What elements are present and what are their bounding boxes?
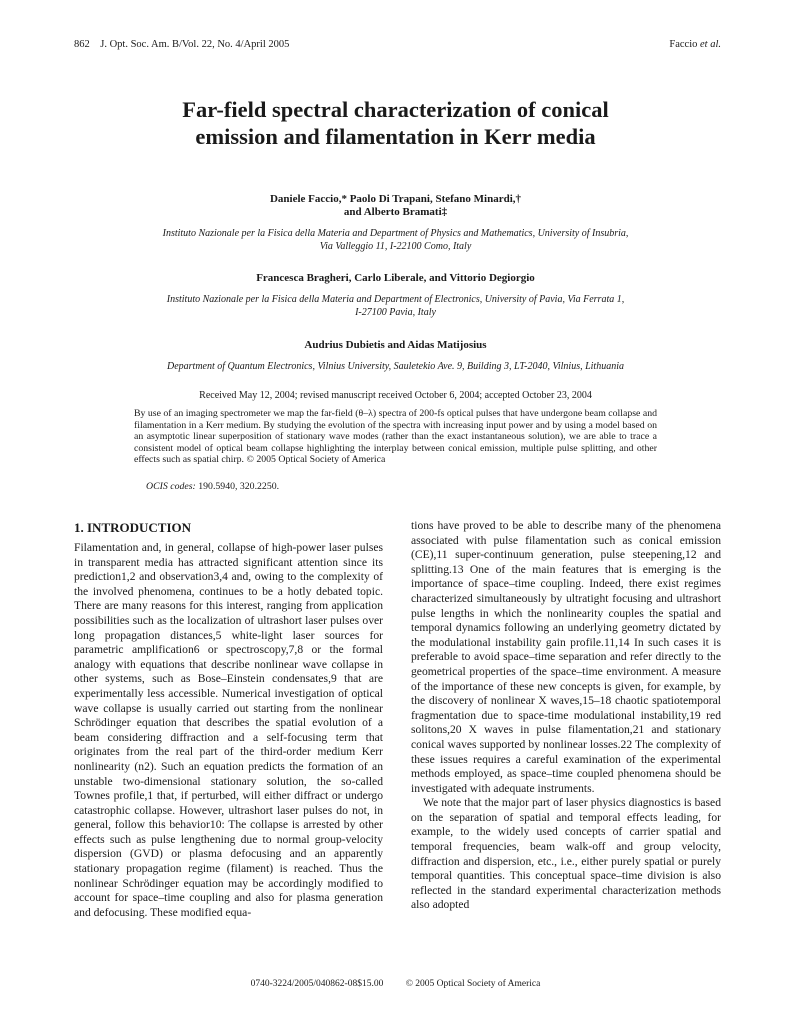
section-heading: 1. INTRODUCTION	[74, 520, 192, 535]
affiliation-1-line1: Instituto Nazionale per la Fisica della Materia and Department of Physics and Mathematics, University of Insubria,	[162, 228, 629, 239]
author-group-2: Francesca Bragheri, Carlo Liberale, and Vittorio Degiorgio	[256, 272, 535, 284]
running-header-left: 862 J. Opt. Soc. Am. B/Vol. 22, No. 4/April 2005	[74, 39, 290, 50]
received-dates: Received May 12, 2004; revised manuscript received October 6, 2004; accepted October 23, 2004	[199, 390, 592, 401]
abstract: By use of an imaging spectrometer we map the far-field (θ–λ) spectra of 200-fs optical pulses that have undergone beam collapse and filamentation in a Kerr medium. By studying the evolution of the spectra with increasing input power and by using a model based on an asymptotic linear superposition of stationary wave modes (rather than the exact instantaneous solution), we are able to trace a consistent model of optical beam collapse highlighting the interplay between conical emission, multiple pulse splitting, and other effects such as spatial chirp. © 2005 Optical Society of America	[134, 408, 657, 466]
footer-copyright: © 2005 Optical Society of America	[405, 979, 541, 989]
footer-issn: 0740-3224/2005/040862-08$15.00	[250, 979, 384, 989]
running-header-right: Faccio et al.	[669, 39, 721, 50]
ocis-values: 190.5940, 320.2250.	[198, 481, 280, 492]
right-column-paragraph-1: tions have proved to be able to describe many of the phenomena associated with pulse filamentation such as conical emission (CE),11 super-continuum generation, pulse steepening,12 and splitting.13 One of the main features that is emerging is the importance of space–time coupling. Indeed, there exist regimes characterized simultaneously by ultratight focusing and ultrashort pulse lengths in which the nonlinearity couples the spatial and temporal dynamics following an underlying geometry dictated by the modulational instability gain profile.11,14 In such cases it is preferable to avoid space–time separation and refer directly to the geometrical properties of the space–time environment. A measure of the importance of these new concepts is given, for example, by the discovery of nonlinear X waves,15–18 chaotic spatiotemporal fragmentation due to space-time modulational instability,19 red solitons,20 X waves in pulse filamentation,21 and stationary conical waves supported by nonlinear losses.22 The complexity of these issues requires a careful examination of the experimental methods employed, as space–time coupled phenomena should be investigated with adequate instruments.	[411, 519, 721, 795]
affiliation-2-line1: Instituto Nazionale per la Fisica della Materia and Department of Electronics, University of Pavia, Via Ferrata 1,	[166, 294, 625, 305]
left-column	[74, 541, 383, 920]
affiliation-1-line2: Via Valleggio 11, I-22100 Como, Italy	[319, 241, 472, 252]
paper-title-line2: emission and filamentation in Kerr media	[195, 124, 596, 149]
ocis-label: OCIS codes:	[146, 481, 196, 492]
author-group-1-line1: Daniele Faccio,* Paolo Di Trapani, Stefano Minardi,†	[269, 193, 522, 205]
left-column-text: Filamentation and, in general, collapse of high-power laser pulses in transparent media has attracted significant attention since its prediction1,2 and observation3,4 and, owing to the complexity of the involved phenomena, continues to be a hotly debated topic. There are many reasons for this interest, ranging from application possibilities such as the localization of ultrashort laser pulses over long propagation distances,5 white-light laser sources for parametric amplification6 or spectroscopy,7,8 or the formal analogy with equations that describe nonlinear wave collapse in other systems, such as Bose–Einstein condensates,9 that are experimentally less accessible. Numerical investigation of optical wave collapse is usually carried out starting from the nonlinear Schrödinger equation that describes the spatial evolution of a beam considering diffraction and a self-focusing term that originates from the real part of the third-order medium Kerr nonlinearity (n2). Such an equation predicts the formation of an unstable two-dimensional stationary solution, the so-called Townes profile,1 that, if perturbed, will either diffract or undergo catastrophic collapse. However, ultrashort laser pulses do not, in general, follow this behavior10: The collapse is arrested by other effects such as pulse lengthening due to normal group-velocity dispersion (GVD) or plasma defocusing and an apparently stationary propagation regime (filament) is reached. Thus the nonlinear Schrödinger equation may be accordingly modified to account for space–time coupling and also for plasma generation and defocusing. These modified equa-	[74, 541, 383, 919]
ocis-codes	[146, 481, 279, 492]
right-column-paragraph-2: We note that the major part of laser physics diagnostics is based on the separation of spatial and temporal effects leading, for example, to the widely used concepts of carrier spatial and temporal frequencies, beam walk-off and group velocity, diffraction and dispersion, etc., i.e., either purely spatial or purely temporal quantities. This conceptual space–time division is also reflected in the standard experimental characterization methods also adopted	[411, 796, 721, 912]
affiliation-3: Department of Quantum Electronics, Vilnius University, Sauletekio Ave. 9, Building 3, LT-2040, Vilnius, Lithuania	[167, 361, 624, 372]
page-footer	[0, 979, 791, 989]
author-group-1-line2: and Alberto Bramati‡	[343, 206, 448, 218]
paper-title-line1: Far-field spectral characterization of conical	[182, 97, 609, 122]
affiliation-2-line2: I-27100 Pavia, Italy	[355, 307, 436, 318]
author-group-3: Audrius Dubietis and Aidas Matijosius	[304, 339, 487, 351]
right-column	[411, 519, 721, 913]
